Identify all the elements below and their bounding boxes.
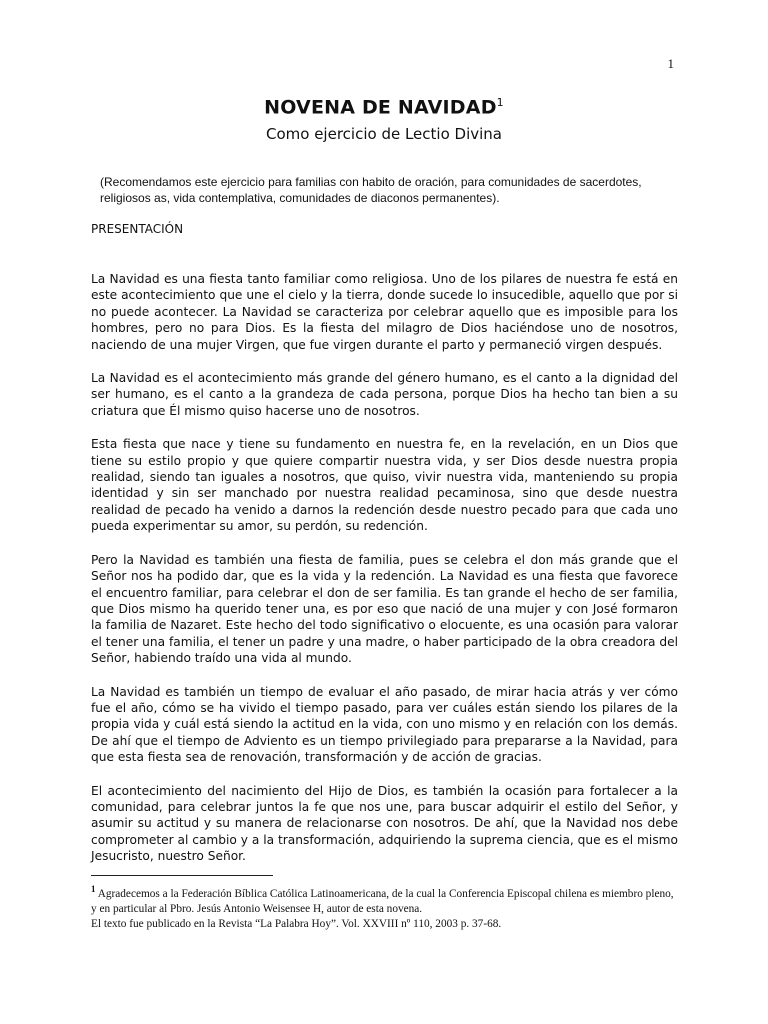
- paragraph: Pero la Navidad es también una fiesta de familia, pues se celebra el don más grande que el Señor nos ha podido dar, que es la vida y la redención. La Navidad es una fiesta que favorece el encuentro familiar, para celebrar el don de ser familia. Es tan grande el hecho de ser familia, que Dios mismo ha querido tener una, es por eso que nació de una mujer y con José formaron la familia de Nazaret. Este hecho del todo significativo o elocuente, es una ocasión para valorar el tener una familia, el tener un padre y una madre, o haber participado de la obra creadora del Señor, habiendo traído una vida al mundo.: [91, 552, 678, 666]
- footnote: [91, 882, 678, 917]
- footnotes: [91, 882, 678, 932]
- footnote-divider: [91, 875, 273, 876]
- page-number: 1: [667, 56, 674, 71]
- document-title: [0, 96, 768, 118]
- paragraph: La Navidad es también un tiempo de evaluar el año pasado, de mirar hacia atrás y ver cómo fue el año, cómo se ha vivido el tiempo pasado, para ver cuáles están siendo los pilares de la propia vida y cuál está siendo la actitud en la vida, con uno mismo y en relación con los demás. De ahí que el tiempo de Adviento es un tiempo privilegiado para prepararse a la Navidad, para que esta fiesta sea de renovación, transformación y de acción de gracias.: [91, 684, 678, 765]
- document-subtitle: Como ejercicio de Lectio Divina: [266, 125, 502, 143]
- title-footnote-marker: 1: [496, 96, 504, 109]
- footnote-marker: 1: [91, 884, 96, 894]
- recommendation-note: (Recomendamos este ejercicio para familias con habito de oración, para comunidades de sacerdotes, religiosos as, vida contemplativa, comunidades de diaconos permanentes).: [100, 175, 642, 205]
- publication-note: El texto fue publicado en la Revista “La Palabra Hoy”. Vol. XXVIII nº 110, 2003 p. 37-68.: [91, 917, 502, 930]
- footnote-text: Agradecemos a la Federación Bíblica Católica Latinoamericana, de la cual la Conferencia Episcopal chilena es miembro pleno, y en particular al Pbro. Jesús Antonio Weisensee H, autor de esta novena.: [91, 887, 674, 915]
- paragraph: La Navidad es una fiesta tanto familiar como religiosa. Uno de los pilares de nuestra fe está en este acontecimiento que une el cielo y la tierra, donde sucede lo insucedible, aquello que por si no puede acontecer. La Navidad se caracteriza por celebrar aquello que es imposible para los hombres, pero no para Dios. Es la fiesta del milagro de Dios haciéndose uno de nosotros, naciendo de una mujer Virgen, que fue virgen durante el parto y permaneció virgen después.: [91, 272, 678, 352]
- paragraph: La Navidad es el acontecimiento más grande del género humano, es el canto a la dignidad del ser humano, es el canto a la grandeza de cada persona, porque Dios ha hecho tan bien a su criatura que Él mismo quiso hacerse uno de nosotros.: [91, 371, 678, 418]
- paragraph: Esta fiesta que nace y tiene su fundamento en nuestra fe, en la revelación, en un Dios que tiene su estilo propio y que quiere compartir nuestra vida, y ser Dios desde nuestra propia realidad, siendo tan iguales a nosotros, que quiso, vivir nuestra vida, manteniendo su propia identidad y sin ser manchado por nuestra realidad pecaminosa, sino que desde nuestra realidad de pecado ha venido a darnos la redención desde nuestro pecado para que cada uno pueda experimentar su amor, su perdón, su redención.: [91, 437, 678, 534]
- section-heading: PRESENTACIÓN: [91, 222, 184, 236]
- paragraph: El acontecimiento del nacimiento del Hijo de Dios, es también la ocasión para fortalecer a la comunidad, para celebrar juntos la fe que nos une, para buscar adquirir el estilo del Señor, y asumir su actitud y su manera de relacionarse con nosotros. De ahí, que la Navidad nos debe comprometer al cambio y a la transformación, adquiriendo la suprema ciencia, que es el mismo Jesucristo, nuestro Señor.: [91, 783, 678, 864]
- title-text: NOVENA DE NAVIDAD: [264, 96, 497, 119]
- body-text: [91, 271, 678, 882]
